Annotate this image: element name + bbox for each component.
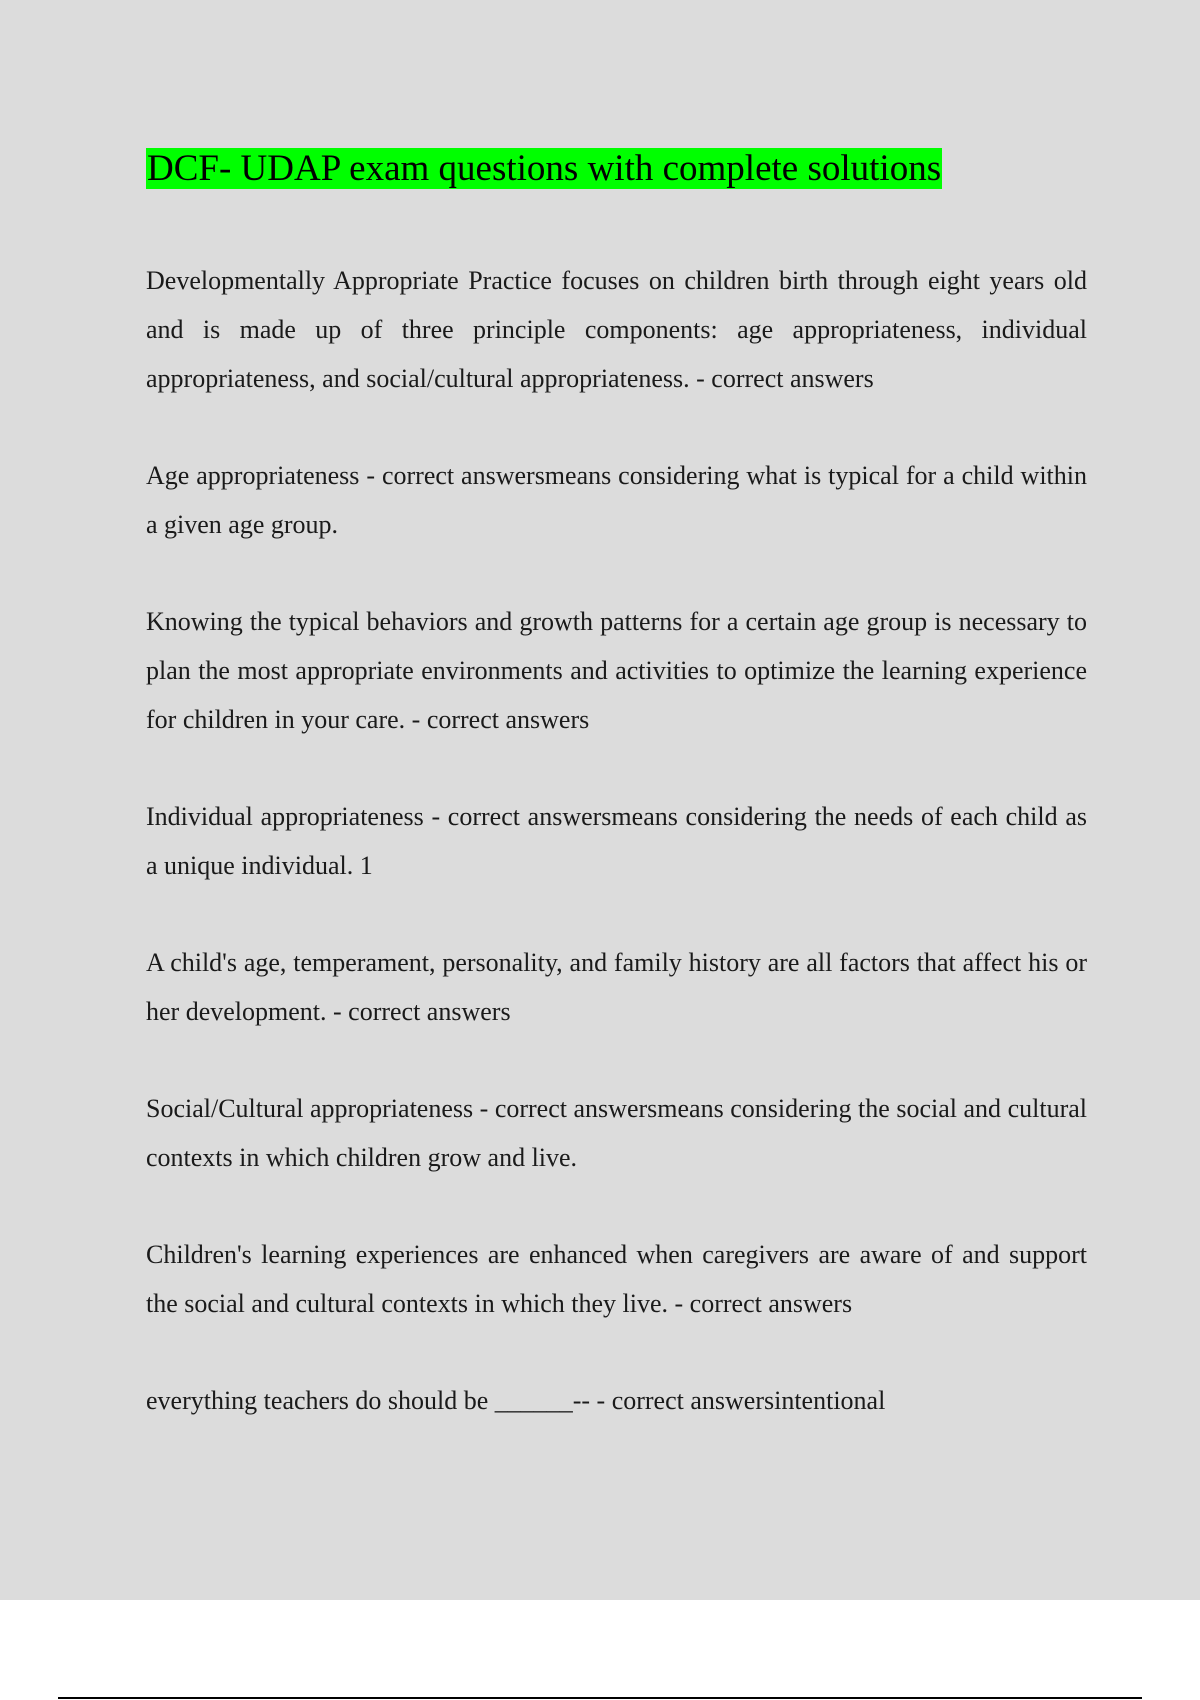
paragraph-dap-definition: Developmentally Appropriate Practice focuses on children birth through eight years old and is made up of three principle components: age appropriateness, individual appropriateness, and social/cultural appropriateness. - correct answers — [146, 266, 1087, 393]
document-title — [146, 146, 942, 192]
paragraph-development-factors: A child's age, temperament, personality, and family history are all factors that affect his or her development. - correct answers — [146, 948, 1087, 1026]
paragraph-social-cultural-appropriateness: Social/Cultural appropriateness - correct answersmeans considering the social and cultural contexts in which children grow and live. — [146, 1094, 1087, 1172]
paragraph-age-appropriateness: Age appropriateness - correct answersmeans considering what is typical for a child within a given age group. — [146, 461, 1087, 539]
paragraph-typical-behaviors: Knowing the typical behaviors and growth patterns for a certain age group is necessary to plan the most appropriate environments and activities to optimize the learning experience for children in your care. - correct answers — [146, 607, 1087, 734]
paragraph-individual-appropriateness: Individual appropriateness - correct answersmeans considering the needs of each child as a unique individual. 1 — [146, 802, 1087, 880]
page-divider — [58, 1697, 1142, 1699]
paragraph-learning-experiences: Children's learning experiences are enhanced when caregivers are aware of and support the social and cultural contexts in which they live. - correct answers — [146, 1240, 1087, 1318]
paragraph-intentional-teaching: everything teachers do should be ______-- - correct answersintentional — [146, 1386, 886, 1415]
title-highlight: DCF- UDAP exam questions with complete solutions — [147, 148, 942, 189]
document-body — [146, 256, 1087, 1473]
